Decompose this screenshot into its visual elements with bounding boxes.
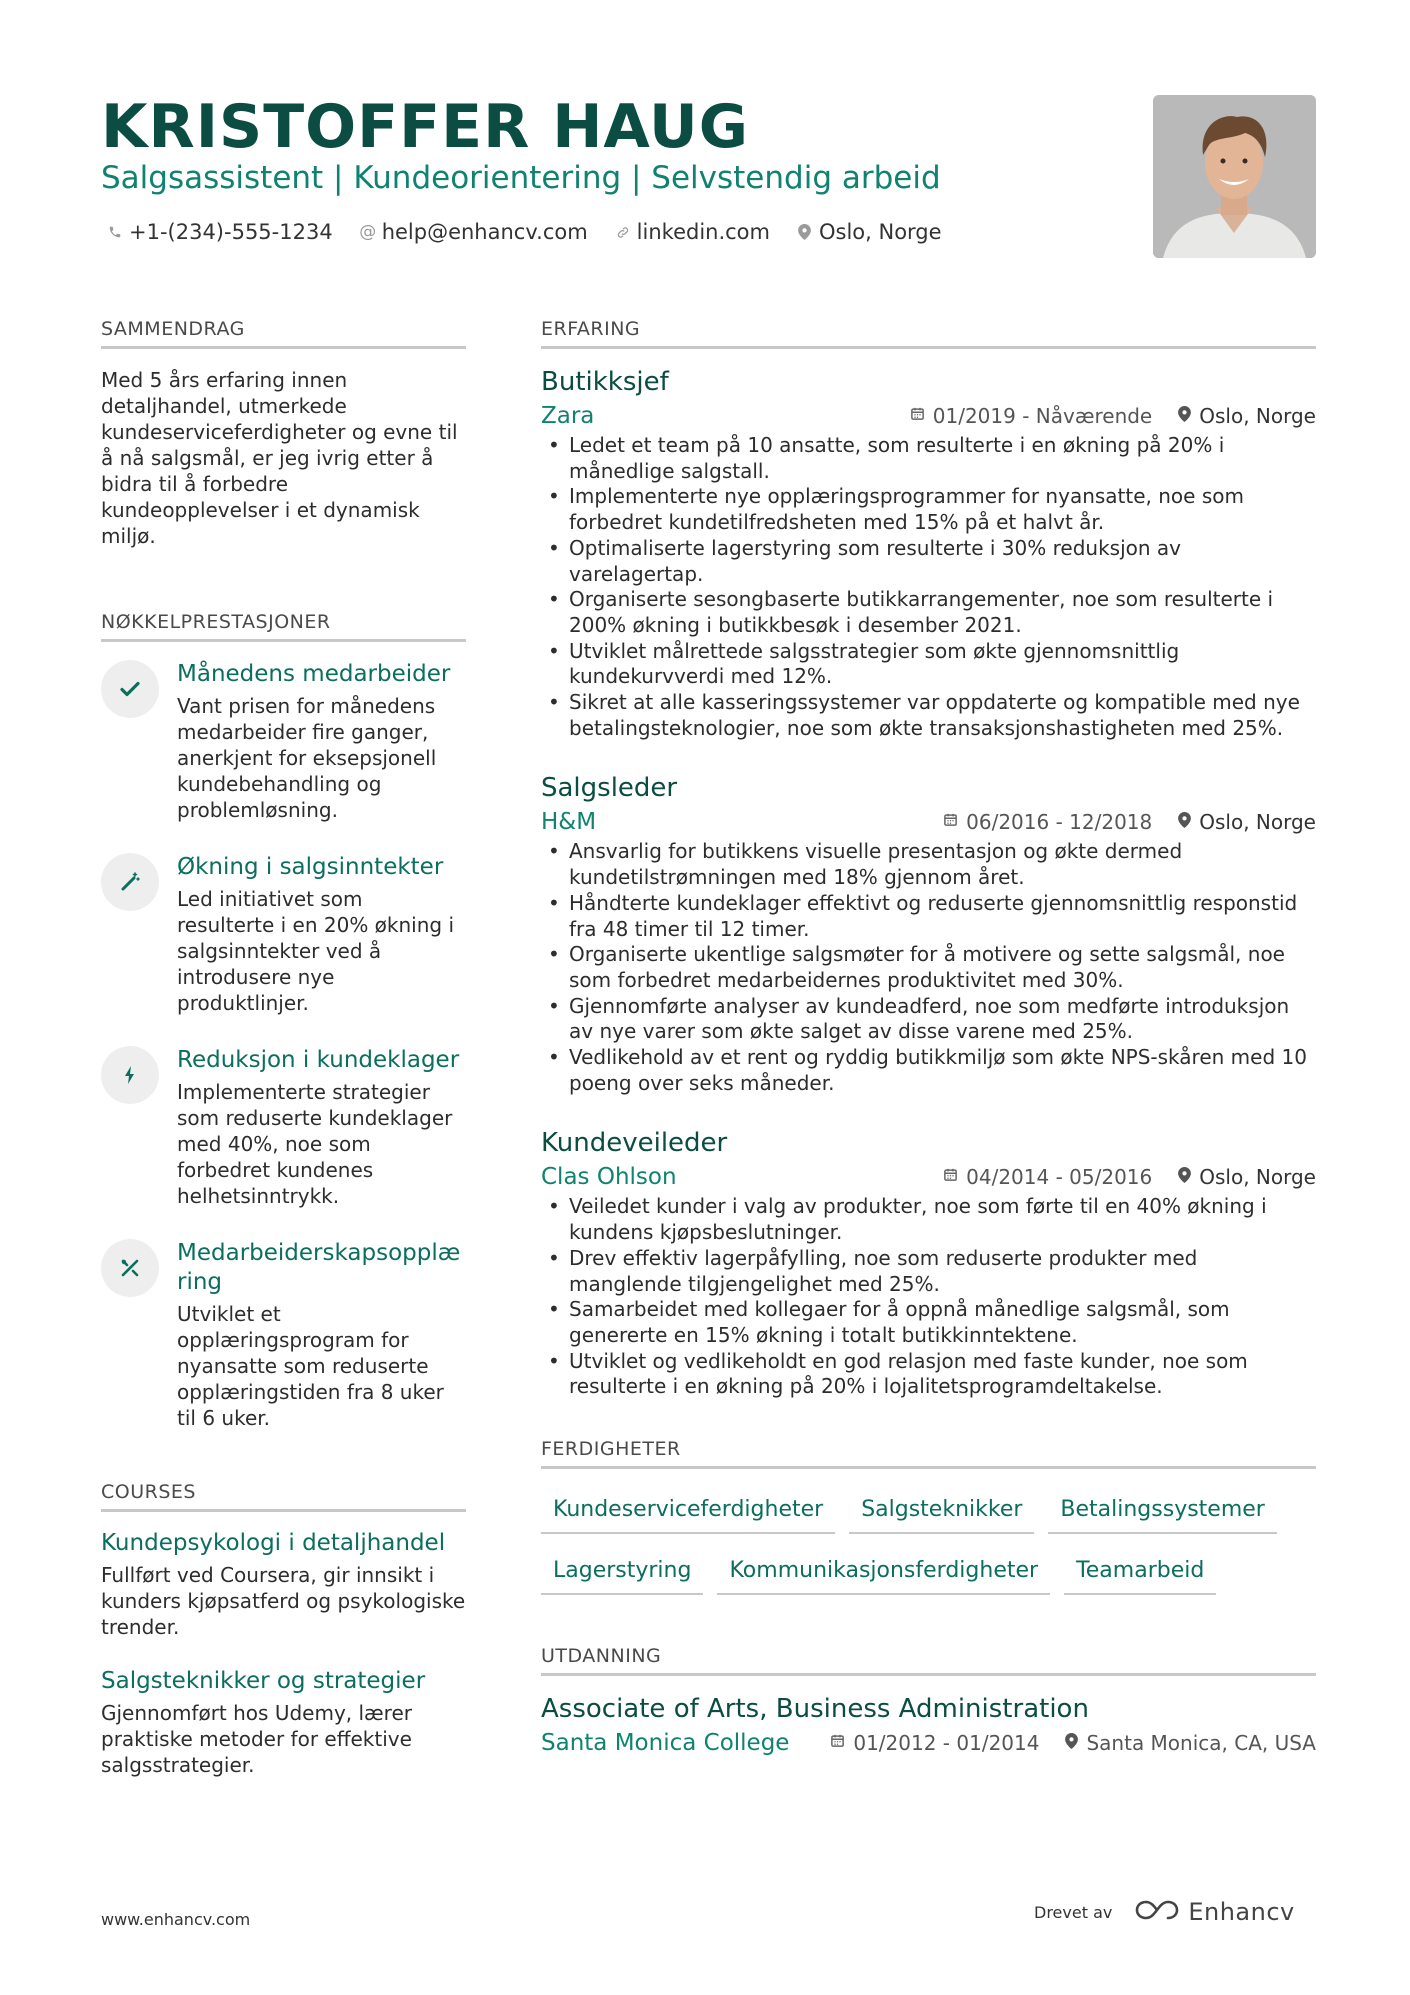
- job-title: Kundeveileder: [541, 1128, 728, 1159]
- achievement-item: [101, 1046, 466, 1209]
- location-pin-icon: [1178, 1167, 1191, 1188]
- achievement-title: Medarbeiderskapsopplæring: [177, 1240, 461, 1295]
- achievement-title: Reduksjon i kundeklager: [177, 1047, 460, 1073]
- job-bullets: [541, 433, 1316, 741]
- phone-icon: [108, 225, 122, 239]
- left-column: [101, 318, 466, 1806]
- at-icon: @: [359, 222, 377, 242]
- job-entry: [541, 1128, 1316, 1400]
- achievement-item: [101, 660, 466, 823]
- skill-tag: Kommunikasjonsferdigheter: [717, 1548, 1050, 1595]
- link-icon: [616, 225, 630, 240]
- candidate-name: KRISTOFFER HAUG: [101, 92, 749, 162]
- bullet-item: • Vedlikehold av et rent og ryddig butikkmiljø som økte NPS-skåren med 10 poeng over seks måneder.: [541, 1045, 1316, 1096]
- bullet-item: • Ledet et team på 10 ansatte, som resulterte i en økning på 20% i månedlige salgstall.: [541, 433, 1316, 484]
- email-text: help@enhancv.com: [381, 220, 588, 244]
- bullet-item: • Utviklet og vedlikeholdt en god relasjon med faste kunder, noe som resulterte i en økning på 20% i lojalitetsprogramdeltakelse.: [541, 1349, 1316, 1400]
- summary-text: Med 5 års erfaring innen detaljhandel, utmerkede kundeserviceferdigheter og evne til å nå salgsmål, er jeg ivrig etter å bidra til å forbedre kundeopplevelser i et dynamisk miljø.: [101, 368, 458, 548]
- achievement-desc: Led initiativet som resulterte i en 20% økning i salgsinntekter ved å introdusere nye produktlinjer.: [177, 887, 455, 1015]
- summary-heading: SAMMENDRAG: [101, 318, 466, 349]
- job-bullets: [541, 839, 1316, 1096]
- job-dates: 04/2014 - 05/2016: [943, 1165, 1152, 1189]
- footer-branding: [1034, 1898, 1295, 1926]
- location-pin-icon: [798, 224, 812, 240]
- achievements-heading: NØKKELPRESTASJONER: [101, 611, 466, 642]
- bullet-item: • Ansvarlig for butikkens visuelle presentasjon og økte dermed kundetilstrømningen med 18% gjennom året.: [541, 839, 1316, 890]
- school-name: Santa Monica College: [541, 1730, 790, 1757]
- job-location: Oslo, Norge: [1178, 810, 1316, 834]
- experience-heading: ERFARING: [541, 318, 1316, 349]
- course-desc: Fullført ved Coursera, gir innsikt i kunders kjøpsatferd og psykologiske trender.: [101, 1563, 466, 1639]
- magic-wand-icon: [101, 853, 159, 911]
- contact-location: [798, 220, 942, 244]
- job-bullets: [541, 1194, 1316, 1400]
- summary-section: [101, 318, 466, 549]
- calendar-icon: [943, 1167, 958, 1187]
- skill-tag: Betalingssystemer: [1048, 1487, 1276, 1534]
- degree-title: Associate of Arts, Business Administration: [541, 1694, 1089, 1725]
- bullet-item: • Veiledet kunder i valg av produkter, noe som førte til en 40% økning i kundens kjøpsbeslutninger.: [541, 1194, 1316, 1245]
- location-pin-icon: [1178, 406, 1191, 427]
- education-location: Santa Monica, CA, USA: [1065, 1731, 1316, 1755]
- achievement-desc: Utviklet et opplæringsprogram for nyansatte som reduserte opplæringstiden fra 8 uker til 6 uker.: [177, 1302, 444, 1430]
- bullet-item: • Sikret at alle kasseringssystemer var oppdaterte og kompatible med nye betalingsteknologier, noe som økte transaksjonshastigheten med 25%.: [541, 690, 1316, 741]
- bullet-item: • Håndterte kundeklager effektivt og reduserte gjennomsnittlig responstid fra 48 timer til 12 timer.: [541, 891, 1316, 942]
- course-title: Salgsteknikker og strategier: [101, 1668, 426, 1694]
- job-title: Salgsleder: [541, 773, 678, 804]
- location-pin-icon: [1178, 812, 1191, 833]
- education-dates: 01/2012 - 01/2014: [830, 1731, 1039, 1755]
- contact-linkedin[interactable]: [616, 220, 770, 244]
- location-pin-icon: [1065, 1733, 1078, 1754]
- brand-name: Enhancv: [1188, 1898, 1295, 1926]
- skill-tag: Salgsteknikker: [849, 1487, 1034, 1534]
- education-section: [541, 1645, 1316, 1756]
- company-name: Clas Ohlson: [541, 1164, 677, 1191]
- job-entry: [541, 773, 1316, 1096]
- contact-bar: [108, 220, 942, 244]
- contact-email[interactable]: [361, 220, 588, 244]
- achievement-title: Økning i salgsinntekter: [177, 854, 444, 880]
- course-item: [101, 1668, 466, 1778]
- course-item: [101, 1530, 466, 1640]
- courses-heading: COURSES: [101, 1481, 466, 1512]
- company-name: H&M: [541, 809, 597, 836]
- tools-icon: [101, 1239, 159, 1297]
- skill-tag: Teamarbeid: [1064, 1548, 1216, 1595]
- phone-text: +1-(234)-555-1234: [129, 220, 333, 244]
- check-icon: [101, 660, 159, 718]
- skill-tag: Lagerstyring: [541, 1548, 703, 1595]
- profile-photo: [1153, 95, 1316, 258]
- right-column: [541, 318, 1316, 1760]
- bullet-item: • Gjennomførte analyser av kundeadferd, noe som medførte introduksjon av nye varer som økte salget av disse varene med 25%.: [541, 994, 1316, 1045]
- achievement-item: [101, 853, 466, 1016]
- experience-section: [541, 318, 1316, 1400]
- achievement-item: [101, 1239, 466, 1431]
- job-entry: [541, 367, 1316, 741]
- job-title: Butikksjef: [541, 367, 669, 397]
- lightning-icon: [101, 1046, 159, 1104]
- achievement-title: Månedens medarbeider: [177, 661, 451, 687]
- course-desc: Gjennomført hos Udemy, lærer praktiske metoder for effektive salgsstrategier.: [101, 1701, 412, 1777]
- footer-website[interactable]: www.enhancv.com: [101, 1910, 251, 1929]
- job-dates: 06/2016 - 12/2018: [943, 810, 1152, 834]
- calendar-icon: [830, 1733, 845, 1753]
- bullet-item: • Samarbeidet med kollegaer for å oppnå månedlige salgsmål, som genererte en 15% økning i totalt butikkinntektene.: [541, 1297, 1316, 1348]
- calendar-icon: [910, 406, 925, 426]
- contact-phone: [108, 220, 333, 244]
- bullet-item: • Optimaliserte lagerstyring som resulterte i 30% reduksjon av varelagertap.: [541, 536, 1316, 587]
- job-location: Oslo, Norge: [1178, 1165, 1316, 1189]
- enhancv-logo-icon: [1134, 1899, 1180, 1926]
- achievement-desc: Vant prisen for månedens medarbeider fire ganger, anerkjent for eksepsjonell kundebehandling og problemløsning.: [177, 694, 437, 822]
- achievements-section: [101, 611, 466, 1431]
- powered-by-text: Drevet av: [1034, 1902, 1113, 1922]
- headline: Salgsassistent | Kundeorientering | Selvstendig arbeid: [101, 160, 941, 196]
- skill-tag: Kundeserviceferdigheter: [541, 1487, 835, 1534]
- achievement-desc: Implementerte strategier som reduserte kundeklager med 40%, noe som forbedret kundenes helhetsinntrykk.: [177, 1080, 453, 1208]
- bullet-item: • Implementerte nye opplæringsprogrammer for nyansatte, noe som forbedret kundetilfredsheten med 15% på et halvt år.: [541, 484, 1316, 535]
- skills-list: [541, 1487, 1316, 1609]
- linkedin-text: linkedin.com: [636, 220, 770, 244]
- bullet-item: • Drev effektiv lagerpåfylling, noe som reduserte produkter med manglende tilgjengelighet med 25%.: [541, 1246, 1316, 1297]
- skills-section: [541, 1438, 1316, 1609]
- job-location: Oslo, Norge: [1178, 404, 1316, 428]
- bullet-item: • Organiserte ukentlige salgsmøter for å motivere og sette salgsmål, noe som forbedret medarbeidernes produktivitet med 30%.: [541, 942, 1316, 993]
- calendar-icon: [943, 812, 958, 832]
- brand-logo[interactable]: [1134, 1898, 1294, 1926]
- bullet-item: • Utviklet målrettede salgsstrategier som økte gjennomsnittlig kundekurvverdi med 12%.: [541, 639, 1316, 690]
- bullet-item: • Organiserte sesongbaserte butikkarrangementer, noe som resulterte i 200% økning i butikkbesøk i desember 2021.: [541, 587, 1316, 638]
- skills-heading: FERDIGHETER: [541, 1438, 1316, 1469]
- job-dates: 01/2019 - Nåværende: [910, 404, 1152, 428]
- courses-section: [101, 1481, 466, 1778]
- course-title: Kundepsykologi i detaljhandel: [101, 1530, 446, 1556]
- company-name: Zara: [541, 403, 595, 429]
- location-text: Oslo, Norge: [818, 220, 942, 244]
- education-heading: UTDANNING: [541, 1645, 1316, 1676]
